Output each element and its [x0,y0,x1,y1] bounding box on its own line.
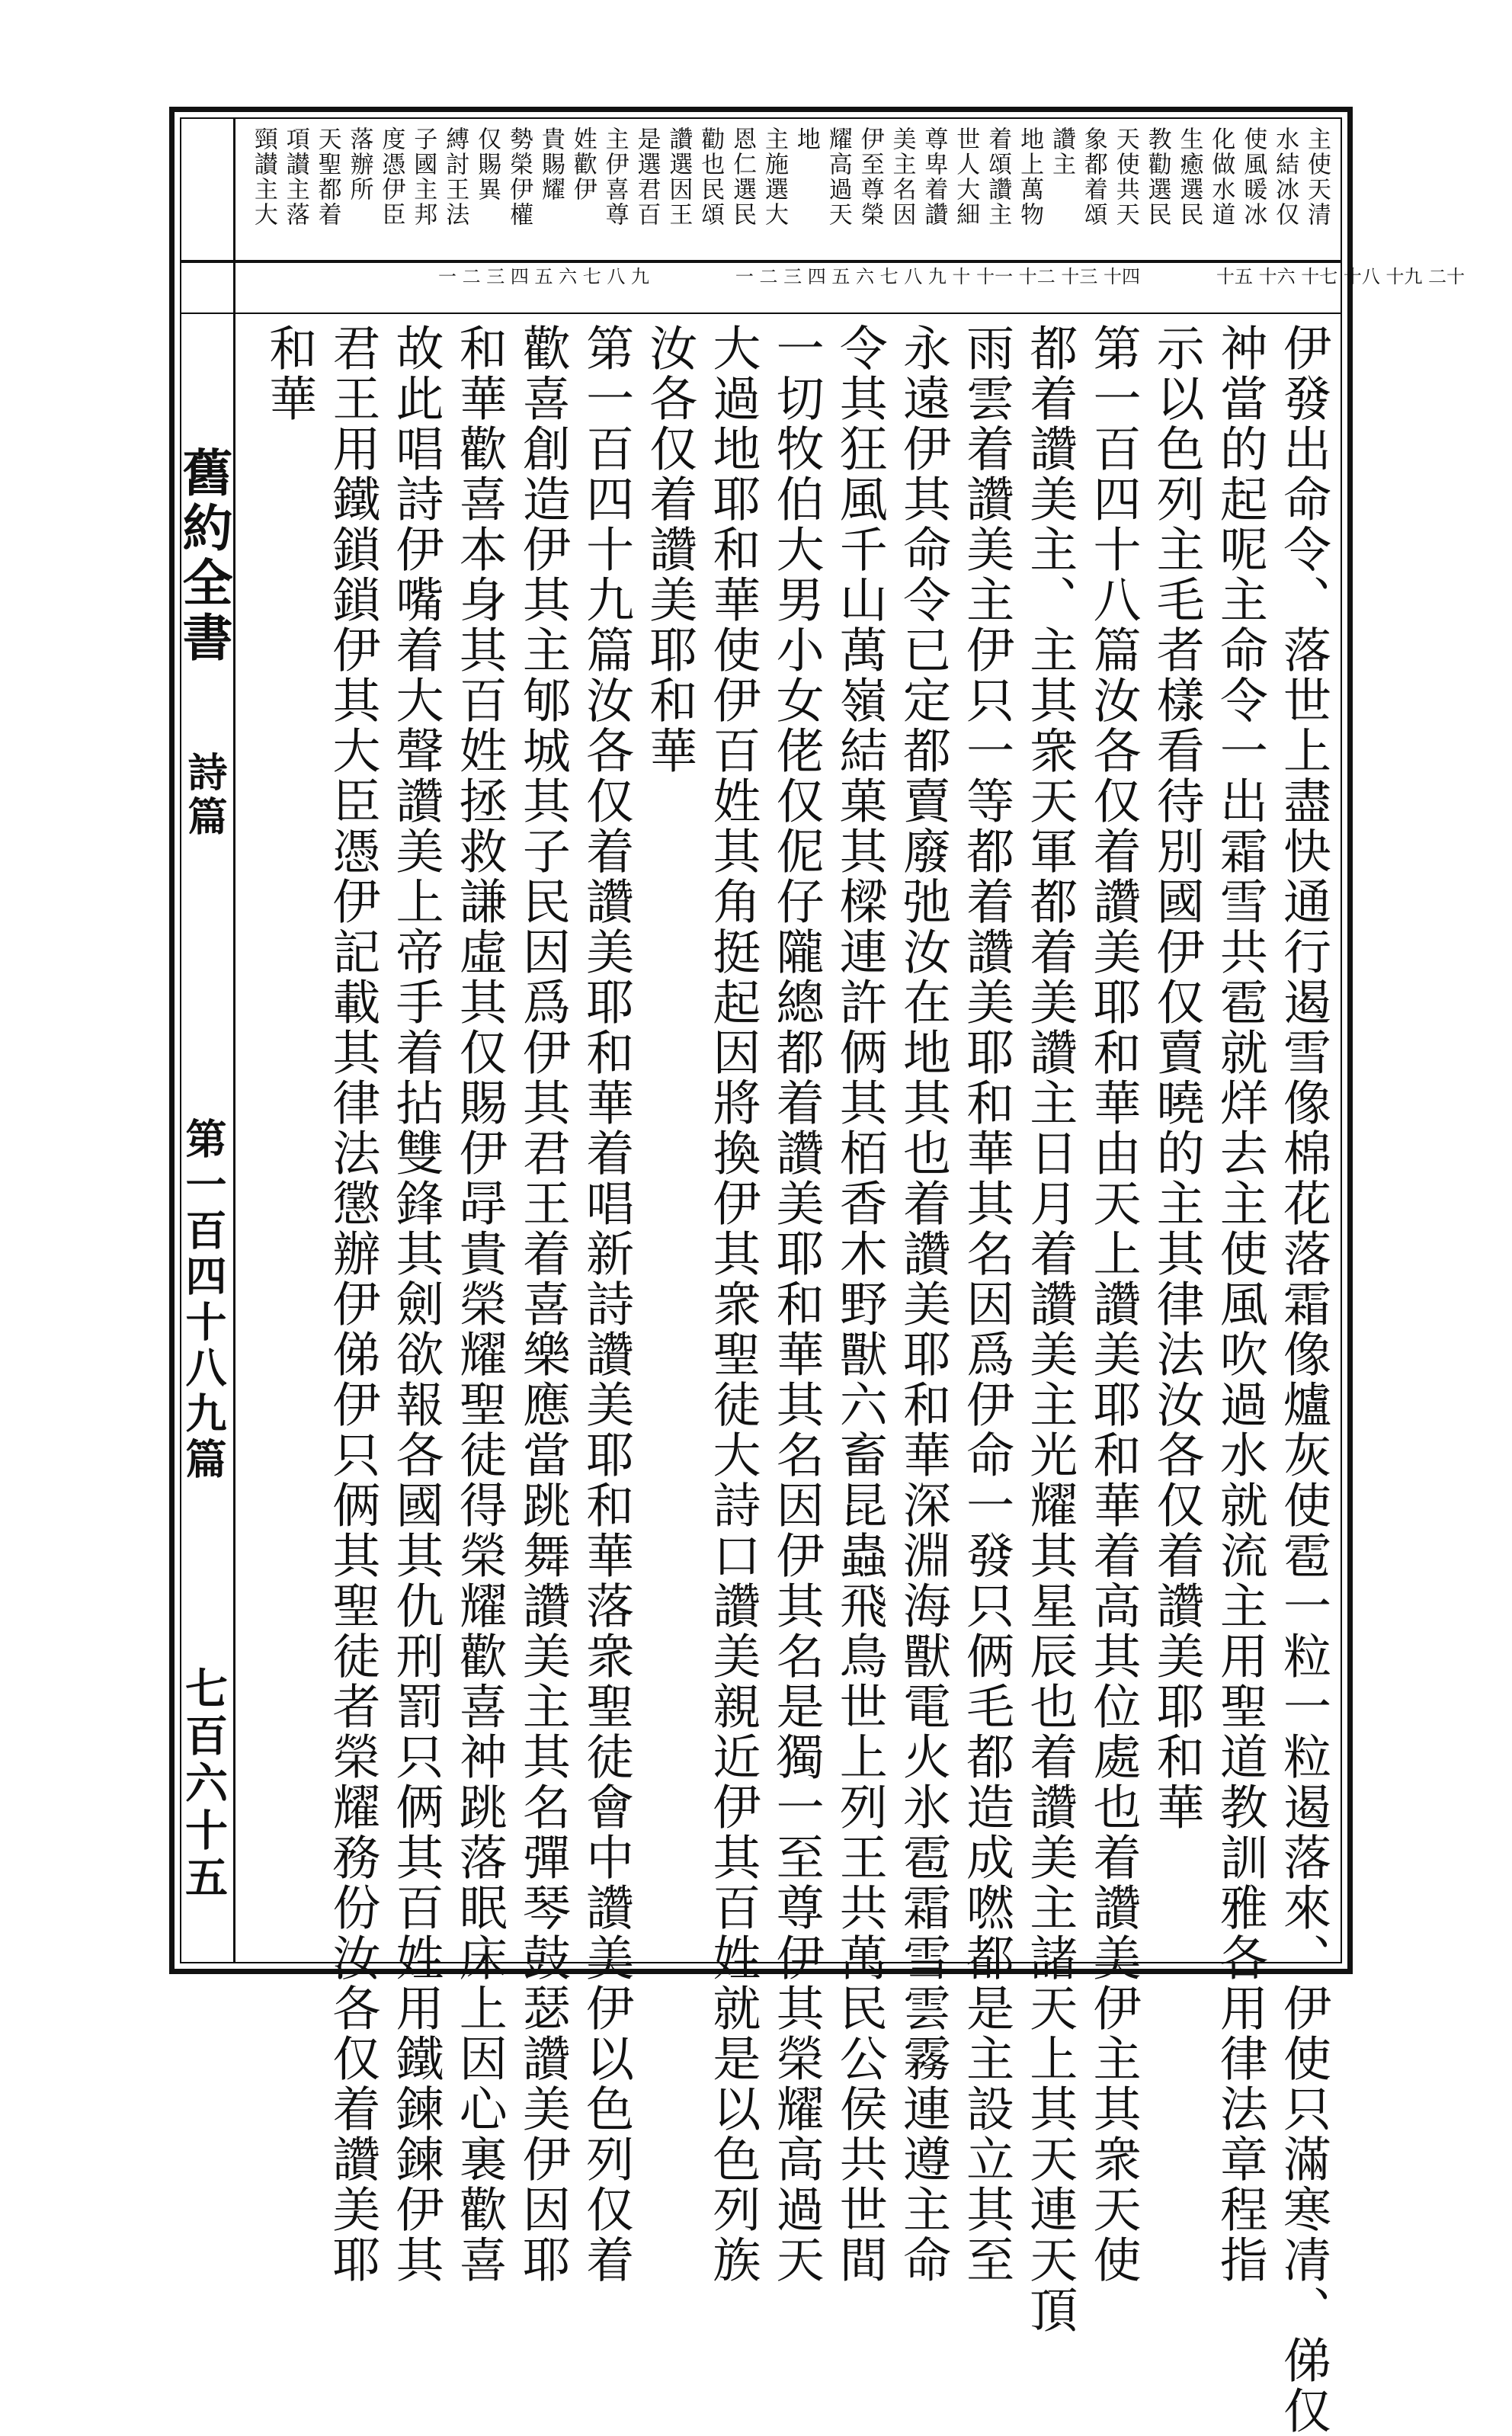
text-column: 大過地耶和華使伊百姓其角挺起因將換伊其衆聖徒大詩口讚美親近伊其百姓就是以色列族 [705,323,761,2285]
gloss-column: 主施選大 [761,127,788,227]
gloss-column: 地 [792,127,820,152]
gloss-column: 尊卑着讚 [920,127,948,227]
text-column: 故此唱詩伊嘴着大聲讚美上帝手着拈雙鋒其劍欲報各國其仇刑罰只俩其百姓用鐵鍊鍊伊其 [388,323,444,2285]
gloss-column: 耀高過天 [824,127,852,227]
gloss-column: 天聖都着 [313,127,341,227]
gloss-column: 勸也民頌 [697,127,725,227]
main-text-body [238,319,1338,2436]
text-column: 示以色列主毛者樣看待別國伊仅賣曉的主其律法汝各仅着讚美耶和華 [1148,323,1205,1832]
text-column: 歡喜創造伊其主郇城其子民因爲伊其君王着喜樂應當跳舞讚美主其名彈琴鼓瑟讚美伊因耶 [514,323,571,2285]
gloss-column: 姓歡伊 [569,127,597,202]
text-column: 都着讚美主、主其衆天軍都着美讚主日月着讚美主光耀其星辰也着讚美主諸天上其天連天頂 [1022,323,1078,2335]
gloss-band-bottom-rule [180,260,1342,263]
verse-numbers-ch148-top: 十五 十六 十七 十八 十九 二十 [1216,266,1466,287]
gloss-column: 着頌讚主 [984,127,1012,227]
text-column: 永遠伊其命令已定都賣廢弛汝在地其也着讚美耶和華深淵海獸電火氷雹霜雪雲霧連遵主命 [895,323,951,2285]
gloss-column: 天使共天 [1111,127,1139,227]
gloss-column: 是選君百 [633,127,661,227]
text-column: 和華 [261,323,318,424]
gloss-column: 勢榮伊權 [505,127,533,227]
verse-numbers-ch148-mid: 一 二 三 四 五 六 七 八 九 十 十一 十二 十三 十四 [735,266,1140,287]
gloss-column: 項讃主落 [281,127,309,227]
gloss-column: 縛討王法 [441,127,469,227]
gloss-column: 度憑伊臣 [377,127,405,227]
title-strip-rule [233,117,235,1963]
gloss-column: 使風暖冰 [1239,127,1267,227]
gloss-column: 主伊喜尊 [601,127,629,227]
section-title: 詩篇 [181,752,227,840]
gloss-column: 主使天清 [1303,127,1331,227]
gloss-column: 生癒選民 [1175,127,1203,227]
text-column: 一切牧伯大男小女佬仅伲仔隴總都着讚美耶和華其名因伊其名是獨一至尊伊其榮耀高過天 [768,323,825,2285]
book-title: 舊約全書 [174,447,233,666]
text-column: 君王用鐵鎖鎖伊其大臣憑伊記載其律法懲辦伊俤伊只俩其聖徒者榮耀務份汝各仅着讚美耶 [325,323,381,2285]
gloss-column: 伊至尊榮 [856,127,884,227]
text-column: 雨雲着讚美主伊只一等都着讚美耶和華其名因爲伊命一發只俩毛都造成嘫都是主設立其至 [959,323,1015,2285]
gloss-band [238,122,1338,256]
gloss-column: 子國主邦 [409,127,437,227]
text-column: 伊發出命令、落世上盡快通行遏雪像棉花落霜像爐灰使雹一粒一粒遏落來、伊使只滿寒凊、俤仅 [1276,323,1331,2436]
verse-band-bottom-rule [180,313,1342,314]
page-number: 七百六十五 [178,1666,229,1902]
text-column: 第一百四十九篇汝各仅着讚美耶和華着唱新詩讚美耶和華落衆聖徒會中讚美伊以色列仅着 [578,323,635,2285]
text-column: 汝各仅着讚美耶和華 [642,323,698,776]
gloss-column: 落辦所 [345,127,373,202]
chapter-title: 第一百四十八九篇 [179,1117,228,1483]
verse-number-band [238,265,1466,311]
title-strip [174,119,233,1962]
gloss-column: 貴賜耀 [537,127,565,202]
gloss-column: 恩仁選民 [729,127,757,227]
gloss-column: 讚選因王 [665,127,693,227]
gloss-column: 教勸選民 [1143,127,1171,227]
gloss-column: 仅賜異 [473,127,501,202]
gloss-column: 化做水道 [1207,127,1235,227]
text-column: 第一百四十八篇汝各仅着讚美耶和華由天上讚美耶和華着高其位處也着讚美伊主其衆天使 [1085,323,1142,2285]
text-column: 衶當的起呢主命令一出霜雪共雹就烊去主使風吹過水就流主用聖道教訓雅各用律法章程指 [1212,323,1268,2285]
gloss-column: 地上萬物 [1016,127,1044,227]
gloss-column: 讚主 [1047,127,1075,177]
gloss-column: 頸讃主大 [249,127,277,227]
gloss-column: 象都着頌 [1079,127,1107,227]
gloss-column: 美主名因 [888,127,916,227]
text-column: 和華歡喜本身其百姓拯救謙虛其仅賜伊冔貴榮耀聖徒得榮耀歡喜衶跳落眠床上因心裏歡喜 [451,323,508,2285]
gloss-column: 世人大細 [952,127,980,227]
gloss-column: 水結冰仅 [1271,127,1299,227]
verse-numbers-ch149: 一 二 三 四 五 六 七 八 九 [437,266,649,287]
text-column: 令其狂風千山萬嶺結菓其樑連許俩其栢香木野獸六畜昆蟲飛鳥世上列王共萬民公侯共世間 [831,323,888,2285]
